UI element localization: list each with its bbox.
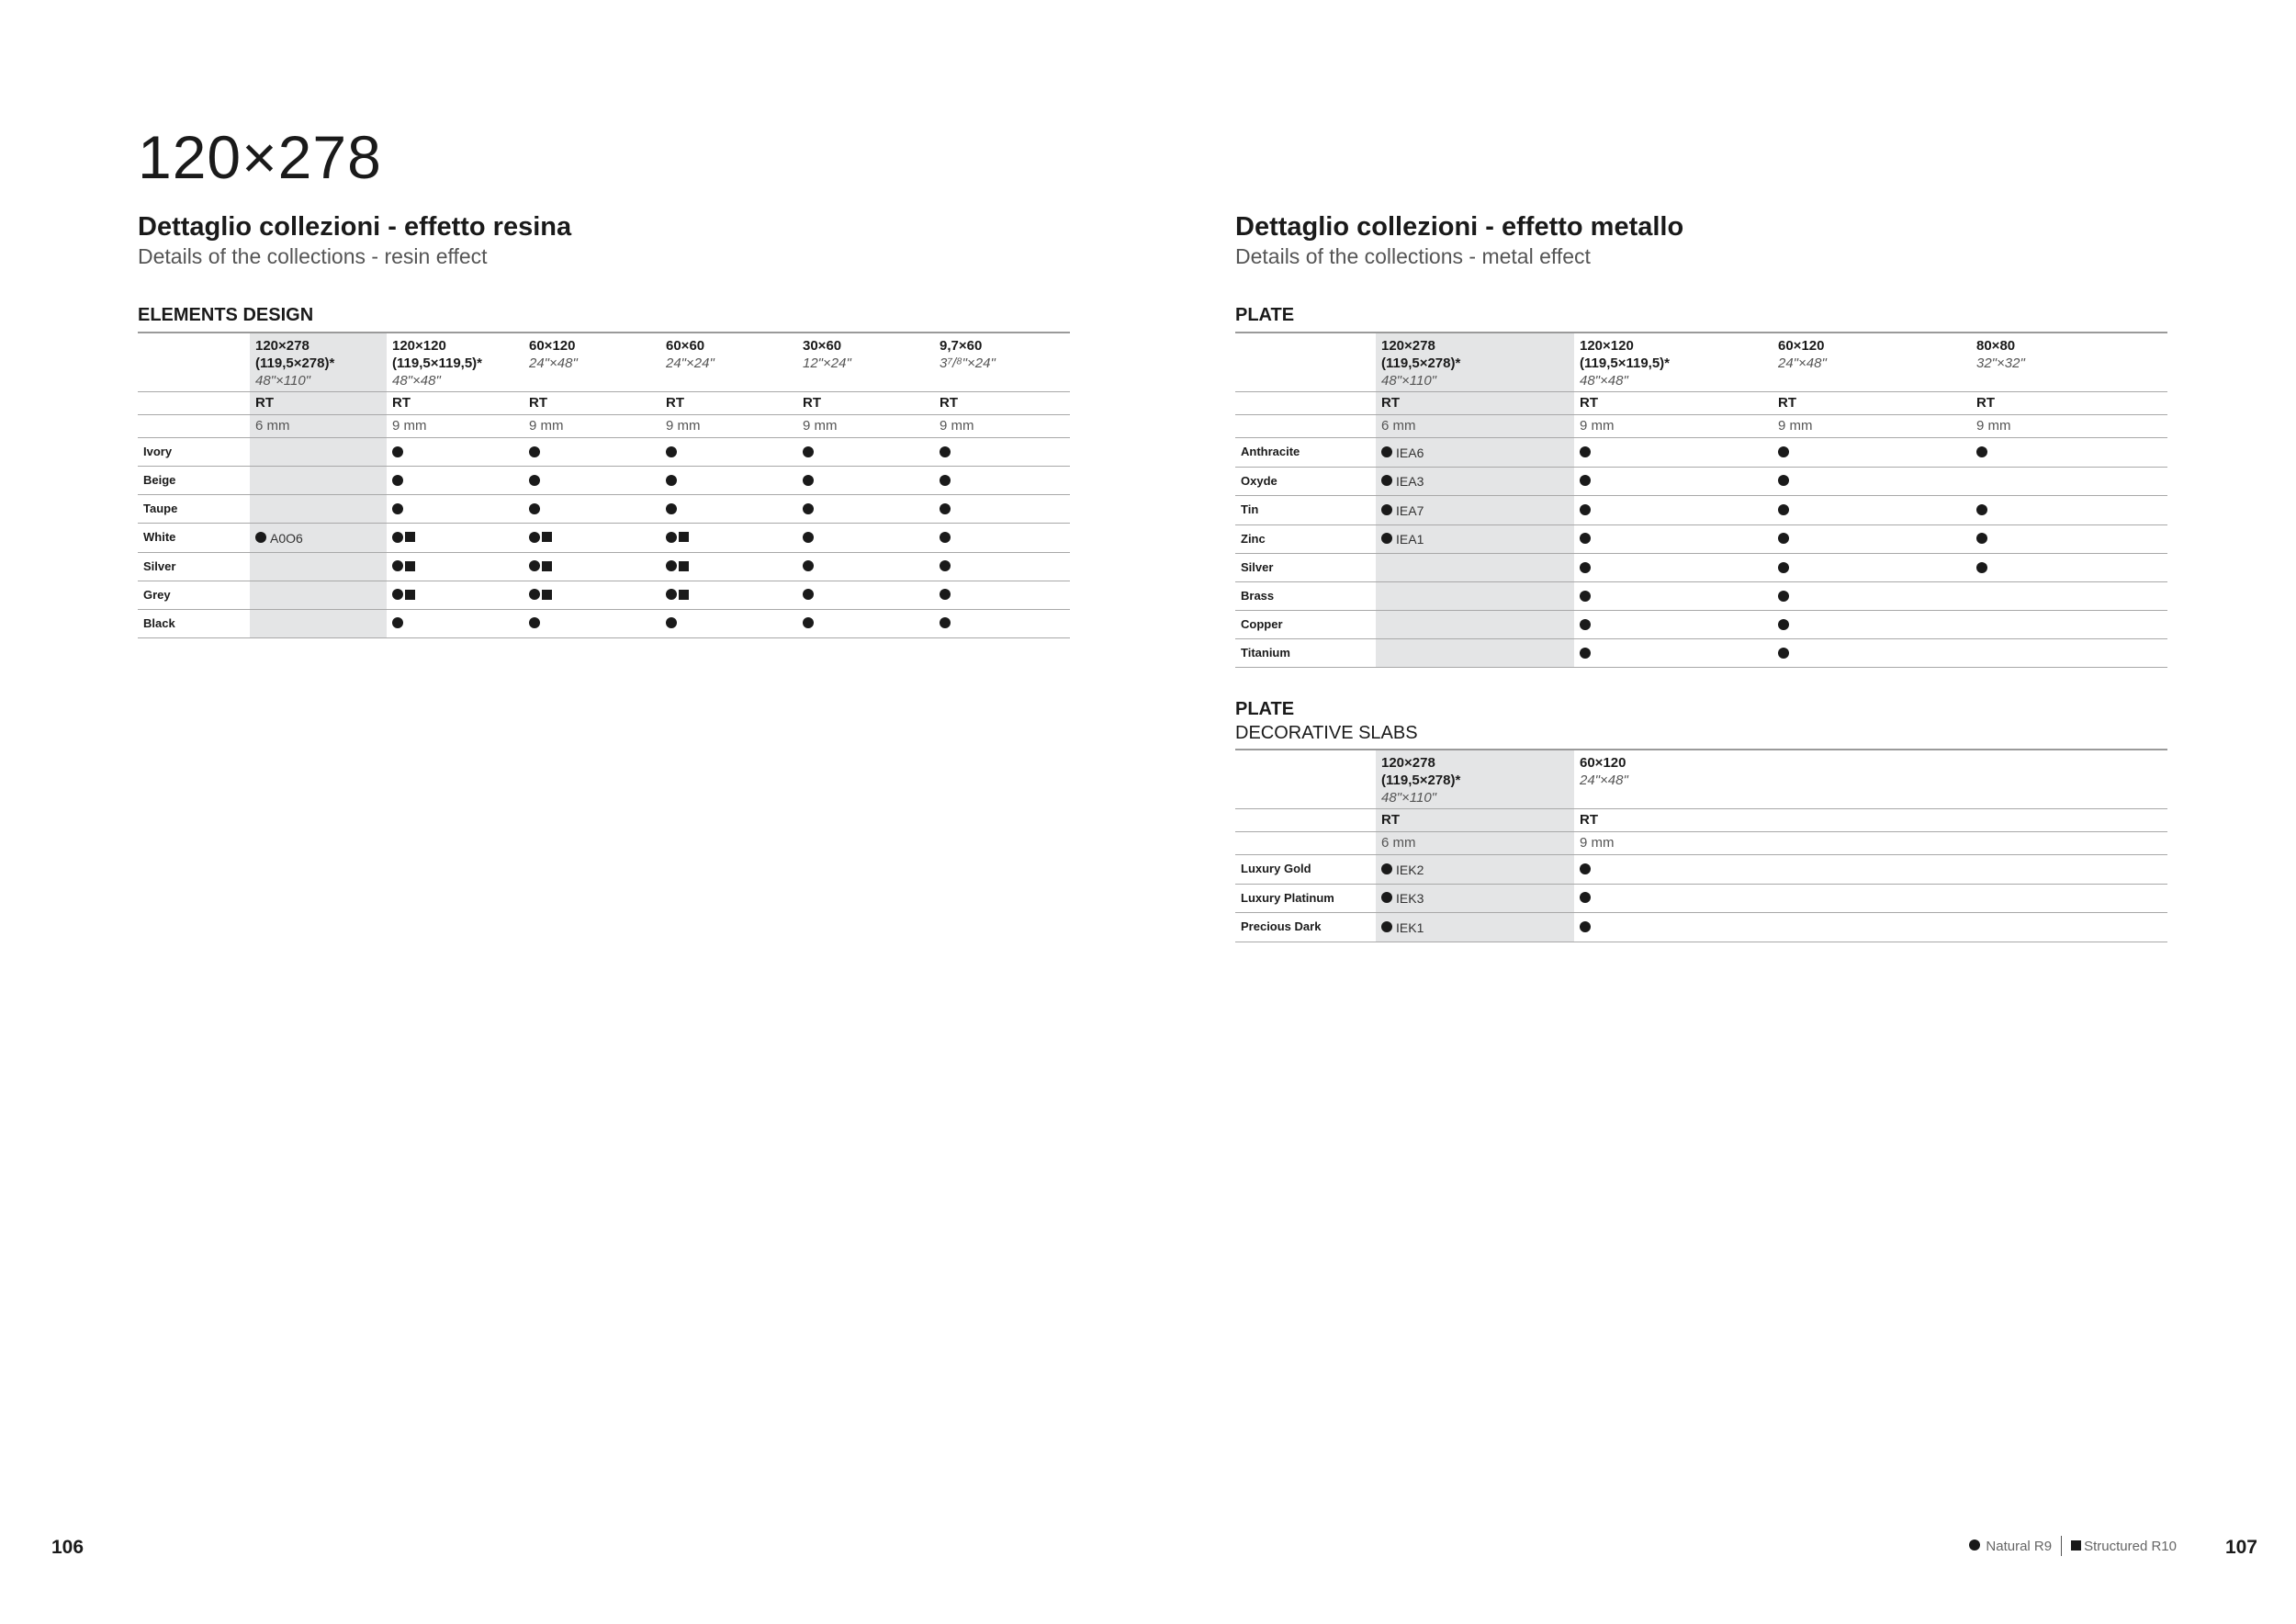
format-alt: (119,5×278)* <box>1381 355 1461 371</box>
availability-cell <box>250 581 387 609</box>
row-name: Taupe <box>138 495 250 524</box>
format-alt: (119,5×278)* <box>255 355 335 371</box>
natural-dot-icon <box>666 446 677 457</box>
natural-dot-icon <box>666 589 677 600</box>
finish-cell: RT <box>797 392 934 415</box>
format-inches: 48"×48" <box>392 373 441 389</box>
availability-cell <box>1574 467 1773 496</box>
availability-cell <box>934 581 1070 609</box>
natural-dot-icon <box>392 532 403 543</box>
format-header <box>1376 750 1574 809</box>
availability-cell <box>250 495 387 524</box>
natural-dot-icon <box>1976 504 1987 515</box>
format-alt: (119,5×119,5)* <box>1580 355 1671 371</box>
format-name: 120×120 <box>1580 338 1634 354</box>
natural-dot-icon <box>529 532 540 543</box>
availability-cell <box>1376 855 1574 885</box>
natural-dot-icon <box>1580 562 1591 573</box>
row-name: Beige <box>138 467 250 495</box>
format-inches: 48"×110" <box>1381 790 1437 806</box>
natural-dot-icon <box>666 503 677 514</box>
thickness-label-cell <box>1235 832 1376 855</box>
availability-cell <box>523 495 660 524</box>
format-name: 60×120 <box>1778 338 1825 354</box>
thickness-cell: 9 mm <box>1574 832 2167 855</box>
natural-dot-icon <box>529 560 540 571</box>
natural-dot-icon <box>940 560 951 571</box>
natural-dot-icon <box>1381 475 1392 486</box>
format-inches: 24"×48" <box>529 355 578 371</box>
finish-cell: RT <box>1773 392 1971 415</box>
format-header <box>1376 333 1574 392</box>
natural-dot-icon <box>803 503 814 514</box>
availability-cell <box>1574 913 2167 942</box>
natural-dot-icon <box>940 503 951 514</box>
availability-cell <box>1773 639 1971 668</box>
row-name: Luxury Gold <box>1235 855 1376 885</box>
thickness-cell: 6 mm <box>1376 832 1574 855</box>
table-row <box>1235 855 2167 885</box>
finish-cell: RT <box>1574 392 1773 415</box>
format-inches: 12"×24" <box>803 355 851 371</box>
row-name: Precious Dark <box>1235 913 1376 942</box>
natural-dot-icon <box>392 589 403 600</box>
table-row <box>1235 496 2167 525</box>
availability-cell <box>934 524 1070 553</box>
legend-natural: Natural R9 <box>1986 1538 2053 1554</box>
availability-cell <box>797 581 934 609</box>
natural-dot-icon <box>1580 648 1591 659</box>
legend-divider <box>2061 1536 2062 1556</box>
finish-cell: RT <box>1971 392 2167 415</box>
availability-cell <box>660 581 797 609</box>
natural-dot-icon <box>1381 892 1392 903</box>
natural-dot-icon <box>529 589 540 600</box>
natural-dot-icon <box>940 475 951 486</box>
natural-dot-icon <box>1976 562 1987 573</box>
natural-dot-icon <box>1778 475 1789 486</box>
availability-cell <box>797 524 934 553</box>
availability-cell <box>523 552 660 581</box>
thickness-cell: 9 mm <box>1773 415 1971 438</box>
row-name: Zinc <box>1235 524 1376 554</box>
natural-dot-icon <box>1976 446 1987 457</box>
availability-cell <box>387 438 523 467</box>
product-code: IEA1 <box>1396 532 1424 547</box>
availability-cell <box>387 524 523 553</box>
finish-cell: RT <box>523 392 660 415</box>
row-name: Luxury Platinum <box>1235 884 1376 913</box>
row-name: Ivory <box>138 438 250 467</box>
product-code: IEK2 <box>1396 862 1424 877</box>
thickness-cell: 9 mm <box>797 415 934 438</box>
format-inches: 3⁷/⁸"×24" <box>940 355 996 371</box>
thickness-cell: 9 mm <box>1574 415 1773 438</box>
availability-cell <box>1574 554 1773 582</box>
natural-dot-icon <box>1381 533 1392 544</box>
natural-dot-icon <box>1580 504 1591 515</box>
thickness-label-cell <box>1235 415 1376 438</box>
availability-cell <box>934 495 1070 524</box>
availability-cell <box>660 467 797 495</box>
format-header <box>523 333 660 392</box>
natural-dot-icon <box>1580 892 1591 903</box>
availability-cell <box>387 495 523 524</box>
availability-cell <box>797 609 934 637</box>
natural-dot-icon <box>529 475 540 486</box>
table-row <box>138 609 1070 637</box>
finish-label-cell <box>138 392 250 415</box>
availability-cell <box>387 467 523 495</box>
structured-square-icon <box>679 532 689 542</box>
natural-dot-icon <box>1778 619 1789 630</box>
row-name: Silver <box>138 552 250 581</box>
format-header <box>934 333 1070 392</box>
availability-cell <box>523 467 660 495</box>
format-alt: (119,5×119,5)* <box>392 355 483 371</box>
structured-square-icon <box>405 590 415 600</box>
row-name: White <box>138 524 250 553</box>
availability-cell <box>1773 496 1971 525</box>
format-header <box>1971 333 2167 392</box>
natural-dot-icon <box>1381 446 1392 457</box>
natural-dot-icon <box>392 560 403 571</box>
row-name: Copper <box>1235 611 1376 639</box>
format-header <box>1574 333 1773 392</box>
format-header <box>250 333 387 392</box>
format-inches: 24"×48" <box>1778 355 1827 371</box>
natural-dot-icon <box>1580 863 1591 874</box>
natural-dot-icon <box>1580 619 1591 630</box>
table-row <box>1235 611 2167 639</box>
product-code: IEA6 <box>1396 445 1424 460</box>
format-name: 80×80 <box>1976 338 2016 354</box>
table-row <box>1235 884 2167 913</box>
natural-dot-icon <box>803 446 814 457</box>
structured-square-icon <box>679 561 689 571</box>
format-name: 60×120 <box>529 338 576 354</box>
product-code: IEA3 <box>1396 474 1424 490</box>
finish-label-cell <box>1235 809 1376 832</box>
availability-cell <box>1971 611 2167 639</box>
availability-cell <box>1971 554 2167 582</box>
natural-dot-icon <box>1381 921 1392 932</box>
finish-cell: RT <box>660 392 797 415</box>
table-row <box>138 467 1070 495</box>
availability-cell <box>1773 467 1971 496</box>
natural-dot-icon <box>1580 446 1591 457</box>
format-inches: 48"×110" <box>1381 373 1437 389</box>
thickness-cell: 9 mm <box>523 415 660 438</box>
table-row <box>138 438 1070 467</box>
row-name: Brass <box>1235 582 1376 611</box>
availability-cell <box>1574 639 1773 668</box>
natural-dot-icon <box>1778 504 1789 515</box>
format-inches: 24"×24" <box>666 355 715 371</box>
format-name: 120×278 <box>255 338 310 354</box>
natural-dot-icon <box>392 503 403 514</box>
availability-cell <box>523 581 660 609</box>
finish-label-cell <box>1235 392 1376 415</box>
natural-dot-icon <box>1976 533 1987 544</box>
format-name: 60×60 <box>666 338 705 354</box>
availability-cell <box>1971 639 2167 668</box>
format-header <box>1574 750 2167 809</box>
slabs-subtitle: DECORATIVE SLABS <box>1235 723 1418 743</box>
availability-cell <box>1376 884 1574 913</box>
structured-square-icon <box>405 532 415 542</box>
availability-cell <box>1376 611 1574 639</box>
availability-cell <box>250 524 387 553</box>
thickness-cell: 9 mm <box>934 415 1070 438</box>
resin-subheading: Details of the collections - resin effect <box>138 244 488 268</box>
row-name: Anthracite <box>1235 438 1376 468</box>
finish-cell: RT <box>250 392 387 415</box>
availability-cell <box>797 438 934 467</box>
natural-dot-icon <box>1580 591 1591 602</box>
format-header <box>387 333 523 392</box>
table-row <box>138 524 1070 553</box>
format-header <box>797 333 934 392</box>
availability-cell <box>1773 524 1971 554</box>
natural-dot-icon <box>803 560 814 571</box>
thickness-cell: 9 mm <box>660 415 797 438</box>
table-row <box>1235 467 2167 496</box>
table-row <box>138 552 1070 581</box>
corner-cell <box>1235 750 1376 809</box>
table-row <box>1235 913 2167 942</box>
elements-design-title: ELEMENTS DESIGN <box>138 305 314 325</box>
availability-cell <box>934 552 1070 581</box>
thickness-cell: 6 mm <box>250 415 387 438</box>
row-name: Titanium <box>1235 639 1376 668</box>
page-number-right: 107 <box>2224 1537 2257 1558</box>
availability-cell <box>1574 611 1773 639</box>
availability-cell <box>1773 554 1971 582</box>
availability-cell <box>797 495 934 524</box>
elements-design-table <box>138 332 1070 638</box>
row-name: Black <box>138 609 250 637</box>
availability-cell <box>1574 582 1773 611</box>
thickness-label-cell <box>138 415 250 438</box>
legend <box>1969 1536 2177 1556</box>
natural-dot-icon <box>803 475 814 486</box>
natural-dot-icon <box>1778 533 1789 544</box>
corner-cell <box>1235 333 1376 392</box>
row-name: Tin <box>1235 496 1376 525</box>
availability-cell <box>250 438 387 467</box>
structured-square-icon <box>405 561 415 571</box>
page-number-left: 106 <box>51 1537 84 1558</box>
availability-cell <box>1971 467 2167 496</box>
availability-cell <box>1574 855 2167 885</box>
natural-dot-icon <box>1778 446 1789 457</box>
natural-dot-icon <box>803 617 814 628</box>
format-name: 120×120 <box>392 338 446 354</box>
row-name: Oxyde <box>1235 467 1376 496</box>
availability-cell <box>387 609 523 637</box>
availability-cell <box>660 609 797 637</box>
resin-heading: Dettaglio collezioni - effetto resina <box>138 212 572 242</box>
table-row <box>1235 554 2167 582</box>
availability-cell <box>797 552 934 581</box>
availability-cell <box>1376 467 1574 496</box>
natural-dot-icon <box>1580 475 1591 486</box>
natural-dot-icon <box>1969 1539 1980 1551</box>
format-name: 120×278 <box>1381 755 1435 771</box>
metal-heading: Dettaglio collezioni - effetto metallo <box>1235 212 1684 242</box>
natural-dot-icon <box>1778 591 1789 602</box>
availability-cell <box>1971 524 2167 554</box>
natural-dot-icon <box>666 560 677 571</box>
availability-cell <box>660 438 797 467</box>
metal-subheading: Details of the collections - metal effect <box>1235 244 1591 268</box>
format-inches: 32"×32" <box>1976 355 2025 371</box>
plate-table <box>1235 332 2167 668</box>
finish-cell: RT <box>387 392 523 415</box>
format-header <box>1773 333 1971 392</box>
availability-cell <box>523 609 660 637</box>
availability-cell <box>1971 582 2167 611</box>
natural-dot-icon <box>1381 863 1392 874</box>
format-name: 9,7×60 <box>940 338 983 354</box>
finish-cell: RT <box>1376 809 1574 832</box>
availability-cell <box>1574 524 1773 554</box>
slabs-title: PLATE <box>1235 699 1295 719</box>
availability-cell <box>934 438 1070 467</box>
thickness-cell: 6 mm <box>1376 415 1574 438</box>
availability-cell <box>250 467 387 495</box>
natural-dot-icon <box>529 617 540 628</box>
natural-dot-icon <box>940 589 951 600</box>
availability-cell <box>660 495 797 524</box>
natural-dot-icon <box>666 617 677 628</box>
structured-square-icon <box>2071 1540 2081 1551</box>
availability-cell <box>523 524 660 553</box>
natural-dot-icon <box>803 589 814 600</box>
natural-dot-icon <box>392 475 403 486</box>
corner-cell <box>138 333 250 392</box>
natural-dot-icon <box>392 446 403 457</box>
legend-structured: Structured R10 <box>2084 1538 2177 1554</box>
availability-cell <box>1971 496 2167 525</box>
structured-square-icon <box>542 561 552 571</box>
natural-dot-icon <box>529 503 540 514</box>
table-row <box>138 495 1070 524</box>
format-name: 120×278 <box>1381 338 1435 354</box>
structured-square-icon <box>542 590 552 600</box>
table-row <box>1235 639 2167 668</box>
format-name: 30×60 <box>803 338 842 354</box>
format-header <box>660 333 797 392</box>
thickness-cell: 9 mm <box>1971 415 2167 438</box>
finish-cell: RT <box>1376 392 1574 415</box>
format-alt: (119,5×278)* <box>1381 773 1461 788</box>
availability-cell <box>1773 611 1971 639</box>
natural-dot-icon <box>940 532 951 543</box>
product-code: IEA7 <box>1396 502 1424 518</box>
availability-cell <box>1971 438 2167 468</box>
availability-cell <box>1376 639 1574 668</box>
format-inches: 48"×110" <box>255 373 311 389</box>
product-code: IEK1 <box>1396 919 1424 935</box>
finish-cell: RT <box>1574 809 2167 832</box>
availability-cell <box>387 552 523 581</box>
thickness-cell: 9 mm <box>387 415 523 438</box>
availability-cell <box>660 552 797 581</box>
availability-cell <box>934 467 1070 495</box>
natural-dot-icon <box>1778 648 1789 659</box>
natural-dot-icon <box>803 532 814 543</box>
availability-cell <box>797 467 934 495</box>
availability-cell <box>1376 524 1574 554</box>
natural-dot-icon <box>255 532 266 543</box>
natural-dot-icon <box>1778 562 1789 573</box>
availability-cell <box>1376 438 1574 468</box>
availability-cell <box>660 524 797 553</box>
page-title: 120×278 <box>138 123 382 191</box>
table-row <box>1235 438 2167 468</box>
format-inches: 24"×48" <box>1580 773 1628 788</box>
availability-cell <box>250 552 387 581</box>
natural-dot-icon <box>1580 921 1591 932</box>
natural-dot-icon <box>666 532 677 543</box>
finish-cell: RT <box>934 392 1070 415</box>
availability-cell <box>1574 438 1773 468</box>
structured-square-icon <box>679 590 689 600</box>
natural-dot-icon <box>392 617 403 628</box>
product-code: A0O6 <box>270 530 303 546</box>
natural-dot-icon <box>940 617 951 628</box>
availability-cell <box>1376 913 1574 942</box>
format-name: 60×120 <box>1580 755 1626 771</box>
availability-cell <box>387 581 523 609</box>
availability-cell <box>934 609 1070 637</box>
row-name: Silver <box>1235 554 1376 582</box>
row-name: Grey <box>138 581 250 609</box>
structured-square-icon <box>542 532 552 542</box>
natural-dot-icon <box>1580 533 1591 544</box>
availability-cell <box>1773 582 1971 611</box>
table-row <box>138 581 1070 609</box>
natural-dot-icon <box>1381 504 1392 515</box>
availability-cell <box>1376 582 1574 611</box>
plate-title: PLATE <box>1235 305 1295 325</box>
product-code: IEK3 <box>1396 891 1424 907</box>
availability-cell <box>1574 496 1773 525</box>
availability-cell <box>250 609 387 637</box>
natural-dot-icon <box>666 475 677 486</box>
natural-dot-icon <box>529 446 540 457</box>
format-inches: 48"×48" <box>1580 373 1628 389</box>
table-row <box>1235 524 2167 554</box>
table-row <box>1235 582 2167 611</box>
availability-cell <box>1376 554 1574 582</box>
natural-dot-icon <box>940 446 951 457</box>
availability-cell <box>1376 496 1574 525</box>
availability-cell <box>1773 438 1971 468</box>
availability-cell <box>1574 884 2167 913</box>
availability-cell <box>523 438 660 467</box>
slabs-table <box>1235 749 2167 942</box>
